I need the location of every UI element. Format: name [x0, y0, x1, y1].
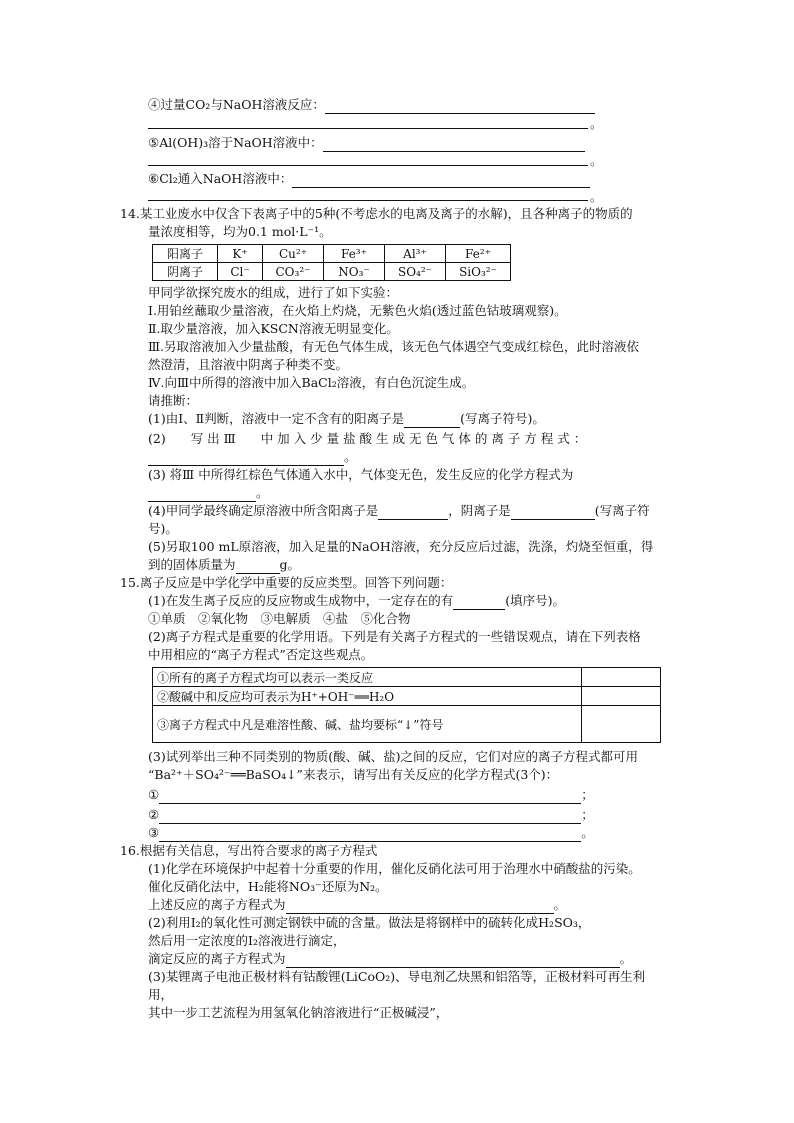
q14-intro: 甲同学欲探究废水的组成，进行了如下实验：	[148, 285, 399, 300]
q16-part3-line1: (3)某锂离子电池正极材料有钴酸锂(LiCoO₂)、导电剂乙炔黑和铝箔等，正极材料可再生利	[148, 969, 646, 984]
answer-blank[interactable]	[286, 899, 554, 914]
answer-blank[interactable]	[404, 413, 460, 428]
q15-part1-text: (1)在发生离子反应的反应物或生成物中，一定存在的有	[148, 593, 454, 608]
answer-blank[interactable]	[159, 809, 581, 824]
view-row	[153, 687, 661, 706]
q16-part1-text: 上述反应的离子方程式为	[148, 897, 286, 912]
answer-blank[interactable]	[148, 487, 256, 502]
q14-part3-answer	[148, 484, 269, 502]
ion-cell: SiO₃²⁻	[446, 263, 511, 281]
q14-part4-text: (4)甲同学最终确定原溶液中所含阳离子是	[148, 503, 379, 518]
ion-table	[152, 244, 511, 281]
answer-blank[interactable]	[378, 505, 448, 520]
period: 。	[581, 825, 594, 840]
answer-number: ①	[148, 787, 160, 802]
q16-part2-line3	[148, 950, 632, 968]
q15-answer3	[148, 824, 594, 842]
answer-line[interactable]	[148, 164, 588, 166]
q14-stem-line2: 量浓度相等，均为0.1 mol·L⁻¹。	[148, 224, 332, 239]
q13-item4	[148, 96, 595, 114]
q15-stem: 15.离子反应是中学化学中重要的反应类型。回答下列问题：	[120, 575, 453, 590]
period: 。	[344, 449, 357, 464]
view-cell: ③离子方程式中凡是难溶性酸、碱、盐均要标“↓”符号	[153, 706, 582, 743]
ion-cell: Fe²⁺	[446, 245, 511, 263]
q16-part2-line2: 然后用一定浓度的I₂溶液进行滴定，	[148, 933, 346, 948]
q14-exp3-line1: Ⅲ.另取溶液加入少量盐酸，有无色气体生成，该无色气体遇空气变成红棕色，此时溶液依	[148, 339, 640, 354]
answer-number: ③	[148, 825, 160, 840]
period: 。	[590, 116, 603, 131]
period: 。	[590, 153, 603, 168]
q13-item5-text: ⑤Al(OH)₃溶于NaOH溶液中：	[148, 135, 323, 150]
q13-item4-text: ④过量CO₂与NaOH溶液反应：	[148, 97, 325, 112]
q15-answer1	[148, 786, 594, 804]
q15-part1	[148, 592, 565, 610]
answer-blank[interactable]	[323, 137, 585, 152]
q14-part5-line1: (5)另取100 mL原溶液，加入足量的NaOH溶液，充分反应后过滤，洗涤，灼烧至恒重，得	[148, 539, 654, 554]
cation-row	[153, 245, 511, 263]
q13-item5	[148, 134, 585, 152]
q14-part1-text: (1)由Ⅰ、Ⅱ判断，溶液中一定不含有的阳离子是	[148, 411, 405, 426]
q14-part5-text: 到的固体质量为	[148, 557, 236, 572]
answer-line[interactable]	[148, 199, 588, 201]
q13-item6	[148, 170, 590, 188]
answer-number: ②	[148, 807, 160, 822]
q14-exp2: Ⅱ.取少量溶液，加入KSCN溶液无明显变化。	[148, 321, 399, 336]
q16-part1-line2: 催化反硝化法中，H₂能将NO₃⁻还原为N₂。	[148, 879, 388, 894]
q16-part3-line3: 其中一步工艺流程为用氢氧化钠溶液进行“正极碱浸”，	[148, 1005, 449, 1020]
q16-part3-line2: 用，	[148, 987, 174, 1002]
period: 。	[590, 189, 603, 204]
ion-cell: Fe³⁺	[324, 245, 385, 263]
q14-part4-mid: ，阴离子是	[448, 503, 511, 518]
answer-cell[interactable]	[582, 668, 661, 687]
semicolon: ；	[581, 807, 594, 822]
q14-exp3-line2: 然澄清，且溶液中阴离子种类不变。	[148, 357, 349, 372]
q16-stem: 16.根据有关信息，写出符合要求的离子方程式	[120, 843, 378, 858]
ion-cell: 阳离子	[153, 245, 218, 263]
ion-cell: Cu²⁺	[263, 245, 324, 263]
ion-cell: Cl⁻	[218, 263, 263, 281]
period: 。	[256, 485, 269, 500]
q15-part3-line2: “Ba²⁺＋SO₄²⁻══BaSO₄↓”来表示，请写出有关反应的化学方程式(3个)：	[148, 767, 559, 782]
answer-blank[interactable]	[148, 451, 344, 466]
q14-part2-answer	[148, 448, 357, 466]
ion-cell: Al³⁺	[385, 245, 446, 263]
q16-part2-text: 滴定反应的离子方程式为	[148, 951, 286, 966]
period: 。	[553, 897, 567, 912]
answer-cell[interactable]	[582, 706, 661, 743]
q15-options: ①单质 ②氧化物 ③电解质 ④盐 ⑤化合物	[148, 611, 411, 626]
ion-cell: NO₃⁻	[324, 263, 385, 281]
q14-part5-unit: g。	[279, 557, 301, 572]
q13-item6-text: ⑥Cl₂通入NaOH溶液中：	[148, 171, 293, 186]
q16-part1-line3	[148, 896, 566, 914]
answer-blank[interactable]	[511, 505, 595, 520]
q14-part5-line2	[148, 556, 300, 574]
q14-part2: (2) 写 出 Ⅲ 中 加 入 少 量 盐 酸 生 成 无 色 气 体 的 离 子 方 程 式 ：	[148, 431, 587, 446]
semicolon: ；	[581, 787, 594, 802]
q15-part3-line1: (3)试列举出三种不同类别的物质(酸、碱、盐)之间的反应，它们对应的离子方程式都可用	[148, 749, 638, 764]
q14-part1-tail: (写离子符号)。	[460, 411, 545, 426]
answer-blank[interactable]	[236, 559, 280, 574]
view-row	[153, 668, 661, 687]
q14-exp4: Ⅳ.向Ⅲ中所得的溶液中加入BaCl₂溶液，有白色沉淀生成。	[148, 375, 475, 390]
answer-blank[interactable]	[325, 99, 595, 114]
q16-part2-line1: (2)利用I₂的氧化性可测定钢铁中硫的含量。做法是将钢样中的硫转化成H₂SO₃，	[148, 915, 591, 930]
ion-cell: 阴离子	[153, 263, 218, 281]
q14-infer: 请推断：	[148, 393, 199, 408]
q14-part1	[148, 410, 545, 428]
q14-exp1: Ⅰ.用铂丝蘸取少量溶液，在火焰上灼烧，无紫色火焰(透过蓝色钴玻璃观察)。	[148, 303, 567, 318]
view-cell: ②酸碱中和反应均可表示为H⁺+OH⁻══H₂O	[153, 687, 582, 706]
q14-part4-tail: (写离子符	[594, 503, 650, 518]
ion-cell: K⁺	[218, 245, 263, 263]
answer-blank[interactable]	[159, 789, 581, 804]
answer-blank[interactable]	[292, 173, 590, 188]
answer-blank[interactable]	[286, 953, 620, 968]
ion-cell: SO₄²⁻	[385, 263, 446, 281]
answer-cell[interactable]	[582, 687, 661, 706]
period: 。	[619, 951, 633, 966]
q15-part2-line1: (2)离子方程式是重要的化学用语。下列是有关离子方程式的一些错误观点，请在下列表格	[148, 629, 641, 644]
ion-cell: CO₃²⁻	[263, 263, 324, 281]
q14-part4-wrap: 号)。	[148, 521, 178, 536]
q15-part2-line2: 中用相应的“离子方程式”否定这些观点。	[148, 647, 374, 662]
q14-part3: (3) 将Ⅲ 中所得红棕色气体通入水中，气体变无色，发生反应的化学方程式为	[148, 467, 574, 482]
view-row	[153, 706, 661, 743]
q15-answer2	[148, 806, 594, 824]
q15-part1-tail: (填序号)。	[505, 593, 565, 608]
view-cell: ①所有的离子方程式均可以表示一类反应	[153, 668, 582, 687]
error-views-table	[152, 667, 661, 743]
answer-blank[interactable]	[159, 827, 581, 842]
answer-line[interactable]	[148, 127, 588, 129]
anion-row	[153, 263, 511, 281]
q16-part1-line1: (1)化学在环境保护中起着十分重要的作用，催化反硝化法可用于治理水中硝酸盐的污染。	[148, 861, 641, 876]
q14-stem-line1: 14.某工业废水中仅含下表离子中的5种(不考虑水的电离及离子的水解)，且各种离子的物质的	[120, 206, 633, 221]
answer-blank[interactable]	[453, 595, 505, 610]
q14-part4	[148, 502, 650, 520]
